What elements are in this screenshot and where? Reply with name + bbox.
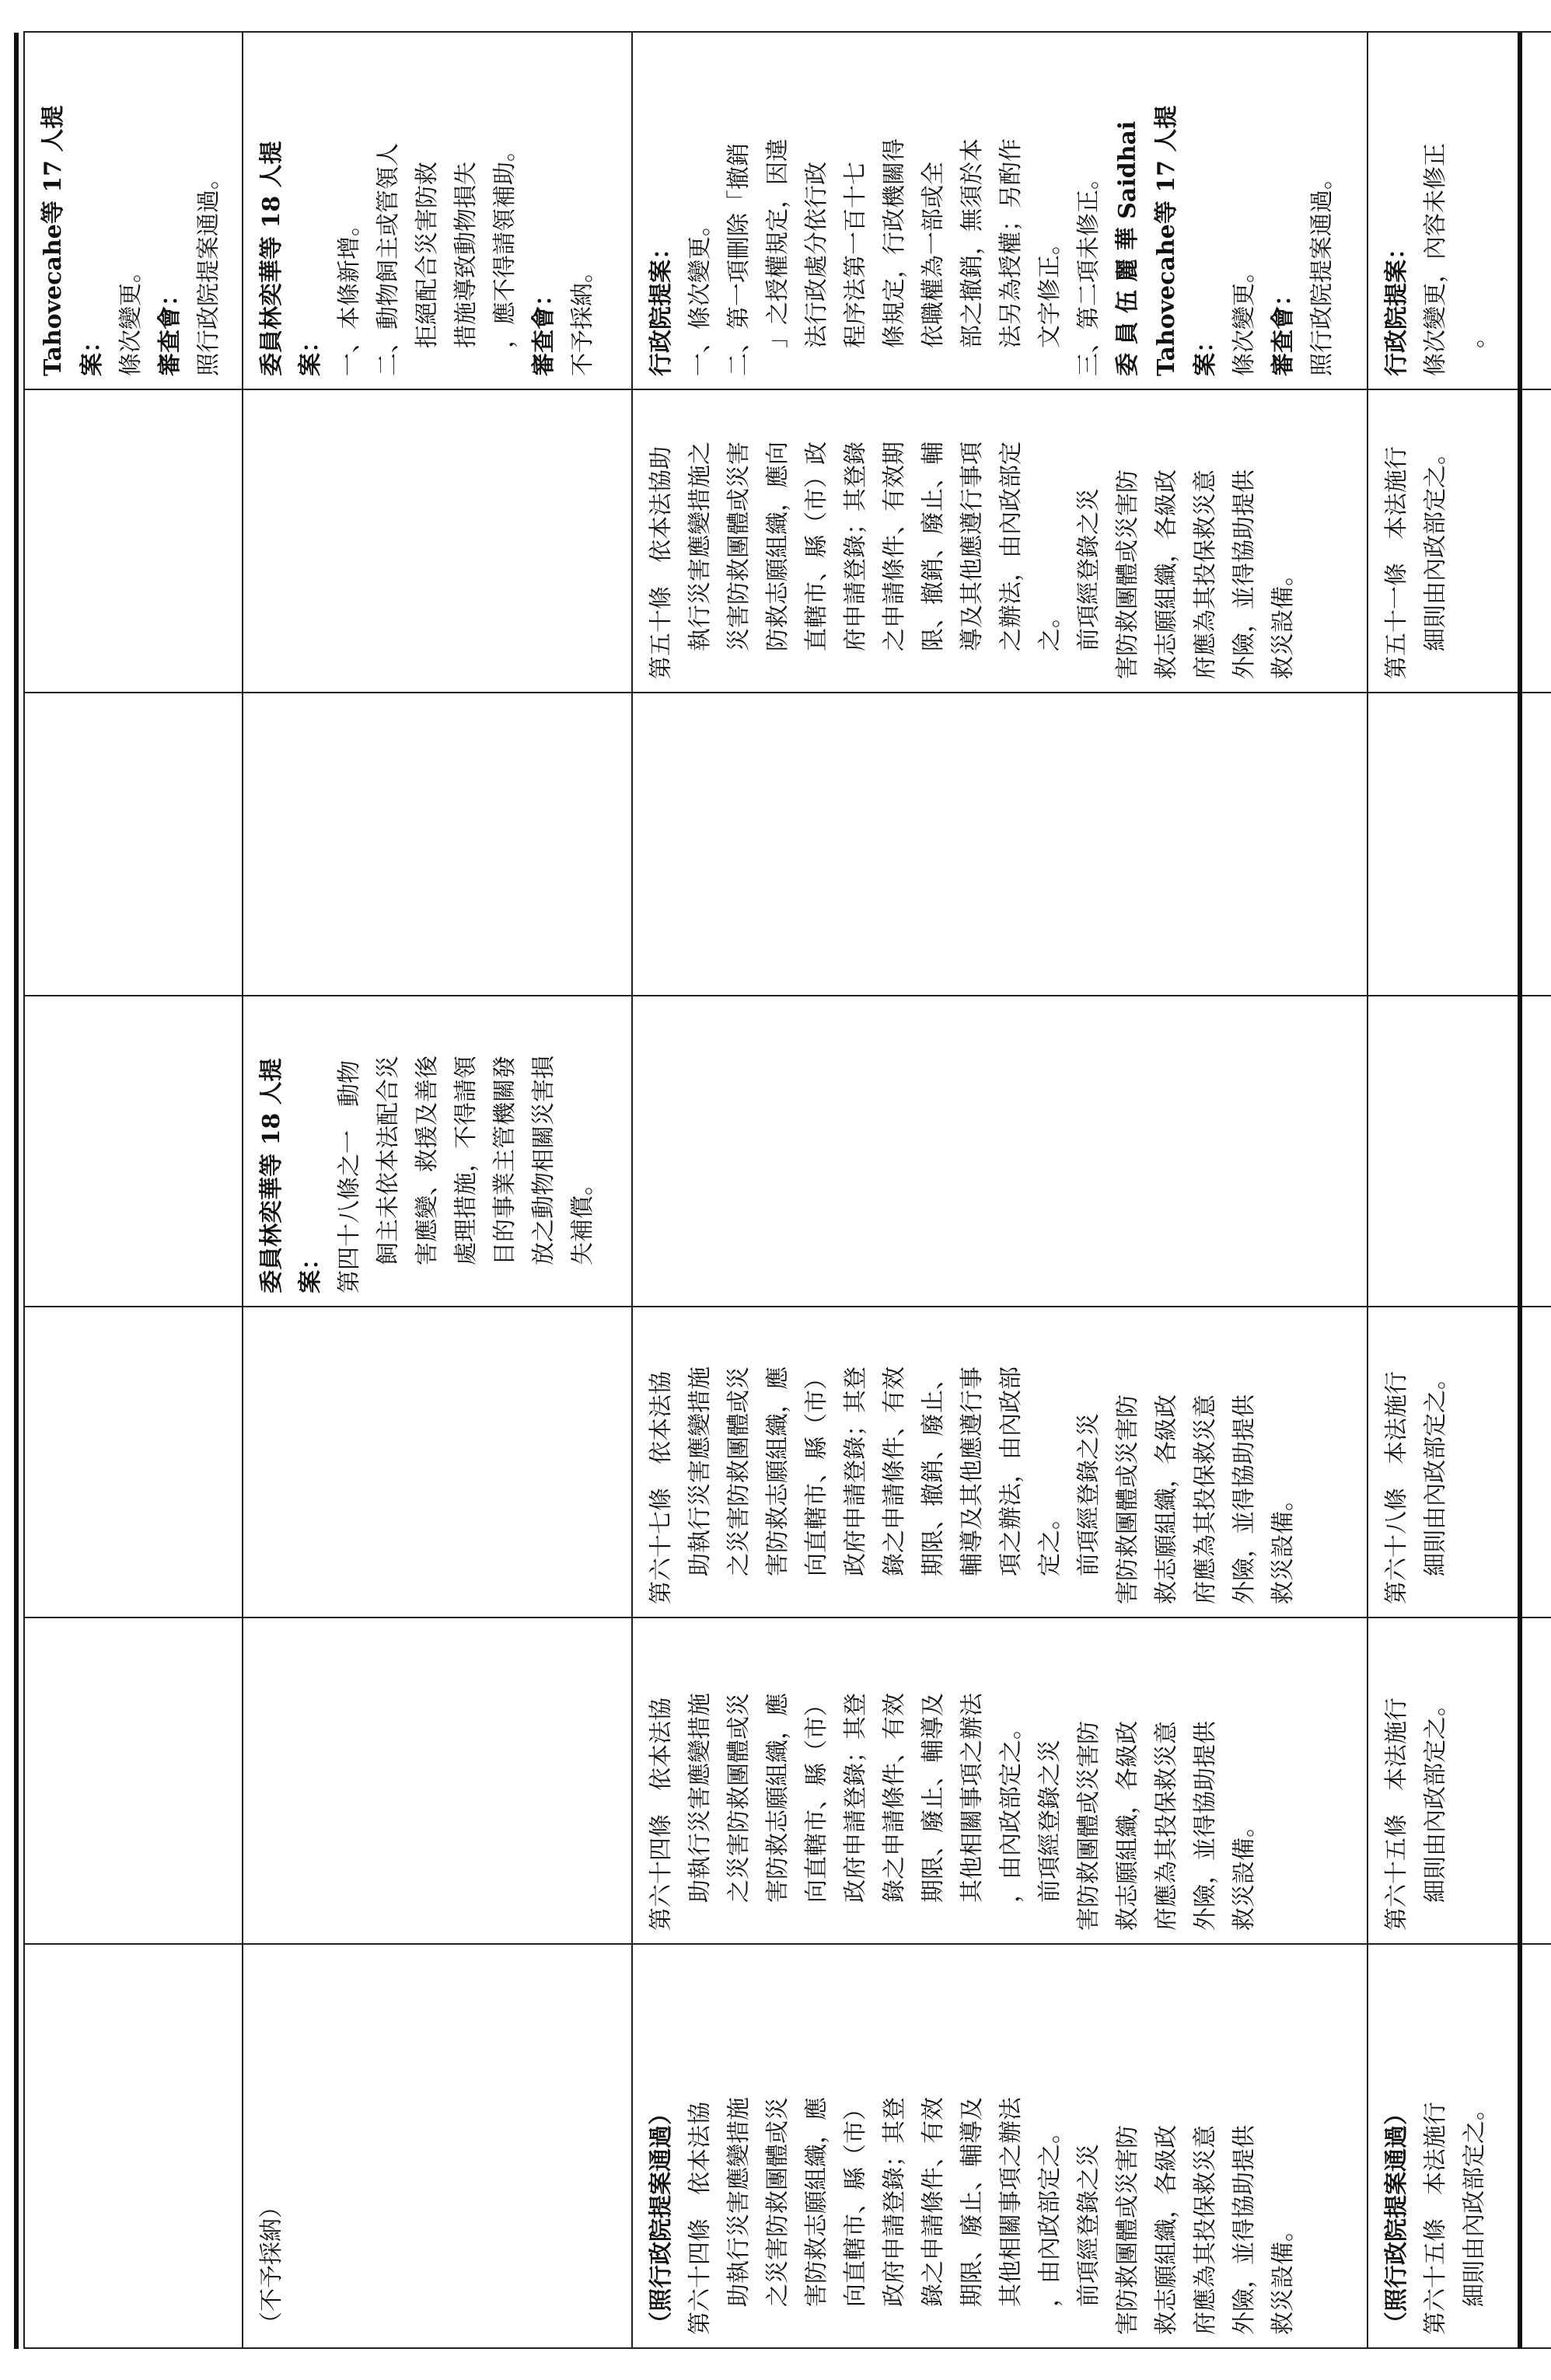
cell-text-line: 行政院提案： [648, 236, 675, 376]
cell-text-line: 第六十四條 依本法協 [686, 2102, 714, 2335]
cell-text-line: 害防救團體或災害防 [1114, 469, 1141, 679]
cell-text-line: 防救志願組織，應向 [764, 441, 791, 651]
cell-text-line: 救志願組織，各級政 [1153, 2125, 1180, 2335]
bottom-rule [1518, 33, 1522, 2349]
cell-text-line: 救志願組織，各級政 [1153, 1394, 1180, 1604]
table-cell [24, 389, 243, 693]
cell-text-line: 助執行災害應變措施 [725, 2097, 753, 2307]
cell-text-line: 條次變更。 [1231, 260, 1258, 376]
cell-text-line: 之災害防救團體或災 [725, 1366, 753, 1576]
table-cell [632, 1307, 1368, 1617]
cell-text-line: 之申請條件、有效期 [881, 441, 908, 651]
cell-text-line: 案： [1192, 330, 1219, 376]
cell-text-line: （照行政院提案通過） [648, 2102, 675, 2335]
table-cell [24, 1307, 243, 1617]
cell-text-line: 第六十五條 本法施行 [1383, 1698, 1410, 1931]
table-row [243, 32, 632, 2348]
cell-text-line: 第五十一條 本法施行 [1383, 446, 1410, 679]
table-cell [632, 32, 1368, 389]
table-cell [243, 32, 632, 389]
cell-text-line: 照行政院提案通過。 [1308, 166, 1336, 376]
cell-text-line: 條規定，行政機關得 [881, 138, 908, 348]
cell-text-line: 委員林奕華等 18 人提 [258, 141, 285, 376]
table-cell [24, 996, 243, 1307]
table-cell [243, 1944, 632, 2348]
cell-text-line: 」之授權規定，因違 [764, 138, 791, 348]
cell-text-line: 條次變更，內容未修正 [1422, 143, 1449, 376]
cell-text-line: 一、條次變更。 [686, 213, 714, 376]
cell-text-line: 期限、廢止、輔導及 [920, 1693, 947, 1903]
cell-text-line: 法另為授權；另酌作 [997, 138, 1025, 348]
cell-text-line: 政府申請登錄；其登 [842, 1366, 869, 1576]
cell-text-line: 第六十七條 依本法協 [648, 1371, 675, 1604]
cell-text-line: 府應為其投保救災意 [1192, 1394, 1219, 1604]
cell-text-line: Tahovecahe等 17 人提 [40, 105, 67, 376]
cell-text-line: 向直轄市、縣（市） [803, 1693, 830, 1903]
cell-text-line: 二、動物飼主或管領人 [375, 143, 402, 376]
cell-text-line: 害防救團體或災害防 [1114, 1394, 1141, 1604]
cell-text-line: 外險，並得協助提供 [1192, 1721, 1219, 1931]
cell-text-line: （照行政院提案通過） [1383, 2102, 1410, 2335]
cell-text-line: 期限、撤銷、廢止、 [920, 1366, 947, 1576]
table-cell [632, 996, 1368, 1307]
cell-text-line: ，由內政部定之。 [1036, 2120, 1064, 2307]
cell-text-line: （不予採納） [258, 2195, 285, 2335]
top-rule [14, 33, 19, 2349]
cell-text-line: 府申請登錄；其登錄 [842, 441, 869, 651]
table-cell [632, 1617, 1368, 1944]
table-cell [243, 1307, 632, 1617]
cell-text-line: 期限、廢止、輔導及 [959, 2097, 986, 2307]
cell-text-line: 執行災害應變措施之 [686, 441, 714, 651]
cell-text-line: 救災設備。 [1270, 1488, 1297, 1604]
cell-text-line: 飼主未依本法配合災 [375, 1056, 402, 1265]
cell-text-line: 細則由內政部定之。 [1422, 1366, 1449, 1576]
cell-text-line: 錄之申請條件、有效 [881, 1693, 908, 1903]
table-row [632, 32, 1368, 2348]
cell-text-line: 災害防救團體或災害 [725, 441, 753, 651]
cell-text-line: 條次變更。 [117, 260, 145, 376]
cell-text-line: 審查會： [156, 283, 183, 376]
cell-text-line: 目的事業主管機關發 [491, 1056, 519, 1265]
table-cell [632, 693, 1368, 996]
cell-text-line: 二、第一項刪除「撤銷 [725, 143, 753, 376]
cell-text-line: 第六十五條 本法施行 [1422, 2102, 1449, 2335]
table-cell [24, 1944, 243, 2348]
cell-text-line: 向直轄市、縣（市） [842, 2097, 869, 2307]
table-cell [24, 1617, 243, 1944]
cell-text-line: 直轄市、縣（市）政 [803, 441, 830, 651]
cell-text-line: 措施導致動物損失 [452, 162, 480, 348]
table-cell [632, 1944, 1368, 2348]
cell-text-line: 前項經登錄之災 [1036, 1740, 1064, 1903]
table-cell [1368, 693, 1551, 996]
cell-text-line: 細則由內政部定之。 [1461, 2097, 1488, 2307]
cell-text-line: 程序法第一百十七 [842, 162, 869, 348]
cell-text-line: 害防救志願組織，應 [764, 1693, 791, 1903]
table-row [24, 32, 243, 2348]
cell-text-line: 害防救團體或災害防 [1075, 1721, 1102, 1931]
table-cell [1368, 1307, 1551, 1617]
cell-text-line: Tahovecahe等 17 人提 [1153, 105, 1180, 376]
cell-text-line: 案： [297, 330, 324, 376]
cell-text-line: 照行政院提案通過。 [195, 166, 222, 376]
table-cell [24, 693, 243, 996]
cell-text-line: 委員林奕華等 18 人提 [258, 1058, 285, 1293]
cell-text-line: 政府申請登錄；其登 [842, 1693, 869, 1903]
cell-text-line: 府應為其投保救災意 [1153, 1721, 1180, 1931]
table-cell [243, 693, 632, 996]
cell-text-line: 法行政處分依行政 [803, 162, 830, 348]
comparison-table [23, 31, 1551, 2349]
cell-text-line: 助執行災害應變措施 [686, 1366, 714, 1576]
cell-text-line: 案： [297, 1247, 324, 1293]
cell-text-line: 項之辦法，由內政部 [997, 1366, 1025, 1576]
cell-text-line: 導及其他應遵行事項 [959, 441, 986, 651]
cell-text-line: 依職權為一部或全 [920, 162, 947, 348]
cell-text-line: 案： [79, 330, 106, 376]
cell-text-line: 害防救志願組織，應 [803, 2097, 830, 2307]
table-cell [1368, 1944, 1551, 2348]
cell-text-line: 第六十四條 依本法協 [648, 1698, 675, 1931]
cell-text-line: 拒絕配合災害防救 [414, 162, 441, 348]
table-cell [243, 1617, 632, 1944]
cell-text-line: 外險，並得協助提供 [1231, 1394, 1258, 1604]
cell-text-line: 處理措施，不得請領 [452, 1056, 480, 1265]
cell-text-line: 之。 [1036, 605, 1064, 651]
cell-text-line: 救志願組織，各級政 [1114, 1721, 1141, 1931]
cell-text-line: 輔導及其他應遵行事 [959, 1366, 986, 1576]
cell-text-line: 。 [1461, 325, 1488, 348]
cell-text-line: 府應為其投保救災意 [1192, 2125, 1219, 2335]
cell-text-line: 審查會： [530, 283, 557, 376]
cell-text-line: 不予採納。 [569, 260, 596, 376]
cell-text-line: 審查會： [1270, 283, 1297, 376]
cell-text-line: 定之。 [1036, 1506, 1064, 1576]
cell-text-line: 外險，並得協助提供 [1231, 2125, 1258, 2335]
cell-text-line: 失補償。 [569, 1172, 596, 1265]
cell-text-line: 第六十八條 本法施行 [1383, 1371, 1410, 1604]
table-cell [632, 389, 1368, 693]
table-cell [24, 32, 243, 389]
cell-text-line: 細則由內政部定之。 [1422, 441, 1449, 651]
cell-text-line: 錄之申請條件、有效 [920, 2097, 947, 2307]
cell-text-line: 放之動物相關災害損 [530, 1056, 557, 1265]
cell-text-line: 三、第二項未修正。 [1075, 166, 1102, 376]
cell-text-line: 行政院提案： [1383, 236, 1410, 376]
table-cell [1368, 1617, 1551, 1944]
cell-text-line: 部之撤銷，無須於本 [959, 138, 986, 348]
cell-text-line: 前項經登錄之災 [1075, 2144, 1102, 2307]
cell-text-line: 委 員 伍 麗 華 Saidhai [1114, 120, 1141, 376]
table-cell [1368, 389, 1551, 693]
cell-text-line: 救災設備。 [1231, 1814, 1258, 1931]
cell-text-line: 害應變、救援及善後 [414, 1056, 441, 1265]
table-cell [1368, 996, 1551, 1307]
cell-text-line: 前項經登錄之災 [1075, 1413, 1102, 1576]
cell-text-line: 前項經登錄之災 [1075, 488, 1102, 651]
cell-text-line: ，由內政部定之。 [997, 1716, 1025, 1903]
table-cell [1368, 32, 1551, 389]
cell-text-line: ，應不得請領補助。 [491, 138, 519, 348]
cell-text-line: 限、撤銷、廢止、輔 [920, 441, 947, 651]
cell-text-line: 第五十條 依本法協助 [648, 446, 675, 679]
cell-text-line: 救災設備。 [1270, 2218, 1297, 2335]
cell-text-line: 其他相關事項之辦法 [997, 2097, 1025, 2307]
cell-text-line: 救災設備。 [1270, 563, 1297, 679]
cell-text-line: 向直轄市、縣（市） [803, 1366, 830, 1576]
cell-text-line: 外險，並得協助提供 [1231, 469, 1258, 679]
cell-text-line: 害防救團體或災害防 [1114, 2125, 1141, 2335]
cell-text-line: 一、本條新增。 [336, 213, 363, 376]
cell-text-line: 錄之申請條件、有效 [881, 1366, 908, 1576]
table-cell [243, 389, 632, 693]
cell-text-line: 之災害防救團體或災 [725, 1693, 753, 1903]
cell-text-line: 之災害防救團體或災 [764, 2097, 791, 2307]
table-row [1368, 32, 1551, 2348]
cell-text-line: 之辦法，由內政部定 [997, 441, 1025, 651]
cell-text-line: 助執行災害應變措施 [686, 1693, 714, 1903]
cell-text-line: 文字修正。 [1036, 232, 1064, 348]
cell-text-line: 第四十八條之一 動物 [336, 1060, 363, 1293]
cell-text-line: 府應為其投保救災意 [1192, 469, 1219, 679]
table-cell [243, 996, 632, 1307]
cell-text-line: 政府申請登錄；其登 [881, 2097, 908, 2307]
cell-text-line: 細則由內政部定之。 [1422, 1693, 1449, 1903]
cell-text-line: 救志願組織，各級政 [1153, 469, 1180, 679]
cell-text-line: 其他相關事項之辦法 [959, 1693, 986, 1903]
cell-text-line: 害防救志願組織，應 [764, 1366, 791, 1576]
